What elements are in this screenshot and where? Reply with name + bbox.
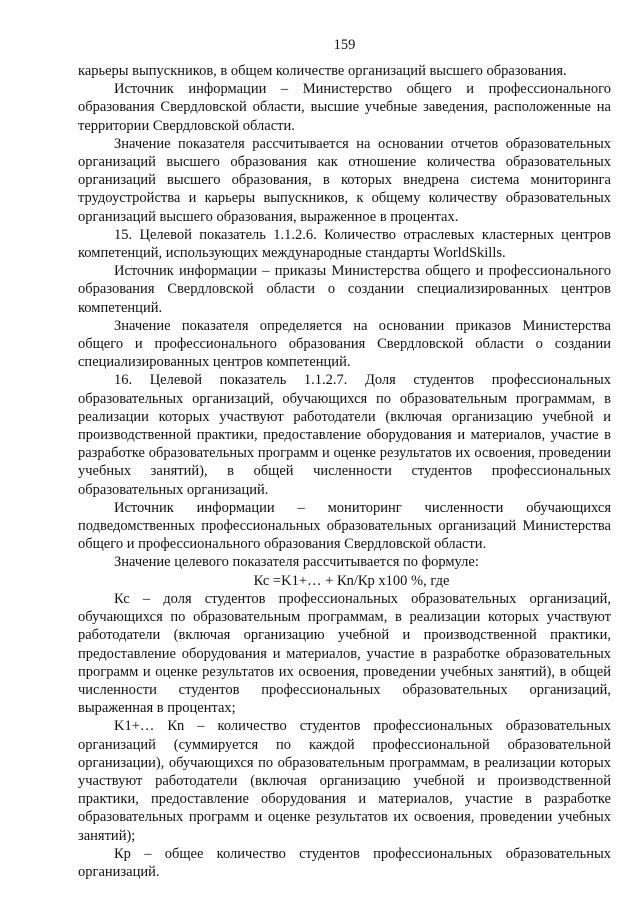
paragraph: Значение целевого показателя рассчитывается по формуле:: [114, 554, 479, 571]
definition-paragraph: K1+… Кn – количество студентов профессиональных образовательных организаций (суммируется по каждой профессиональной образовательной организации), обучающихся по образовательным программам, в реализации которых участвуют работодатели (включая организацию учебной и производственной практики, предоставление оборудования и материалов, участие в разработке образовательных программ и оценке результатов их освоения, проведении учебных занятий);: [78, 718, 611, 844]
formula: Кс =K1+… + Кn/Кр х100 %, где: [253, 572, 450, 589]
page-number: 159: [333, 37, 356, 53]
paragraph: Источник информации – Министерство общего и профессионального образования Свердловской области, высшие учебные заведения, расположенные на территории Свердловской области.: [78, 81, 611, 134]
paragraph: Значение показателя рассчитывается на основании отчетов образовательных организаций высшего образования как отношение количества образовательных организаций высшего образования, в которых внедрена система мониторинга трудоустройства и карьеры выпускников, к общему количеству образовательных организаций высшего образования, выраженное в процентах.: [78, 135, 611, 225]
paragraph: Источник информации – мониторинг численности обучающихся подведомственных профессиональных образовательных организаций Министерства общего и профессионального образования Свердловской области.: [78, 499, 611, 553]
definition-paragraph: Кр – общее количество студентов профессиональных образовательных организаций.: [78, 845, 611, 880]
definition-paragraph: Кс – доля студентов профессиональных образовательных организаций, обучающихся по образовательным программам, в реализации которых участвуют работодатели (включая организацию учебной и производственной практики, предоставление оборудования и материалов, участие в разработке образовательных программ и оценке результатов их освоения, проведении учебных занятий), в общей численности студентов профессиональных образовательных организаций, выраженная в процентах;: [78, 590, 611, 717]
paragraph: карьеры выпускников, в общем количестве организаций высшего образования.: [78, 63, 567, 79]
paragraph: Источник информации – приказы Министерства общего и профессионального образования Свердловской области о создании специализированных центров компетенций.: [78, 263, 611, 316]
paragraph: 16. Целевой показатель 1.1.2.7. Доля студентов профессиональных образовательных организаций, обучающихся по образовательным программам, в реализации которых участвуют работодатели (включая организацию учебной и производственной практики, предоставление оборудования и материалов, участие в разработке образовательных программ и оценке результатов их освоения, проведении учебных занятий), в общей численности студентов профессиональных образовательных организаций.: [78, 372, 611, 498]
paragraph: 15. Целевой показатель 1.1.2.6. Количество отраслевых кластерных центров компетенций, использующих международные стандарты WorldSkills.: [78, 226, 611, 262]
paragraph: Значение показателя определяется на основании приказов Министерства общего и профессионального образования Свердловской области о создании специализированных центров компетенций.: [78, 317, 611, 371]
document-body: [78, 62, 611, 881]
